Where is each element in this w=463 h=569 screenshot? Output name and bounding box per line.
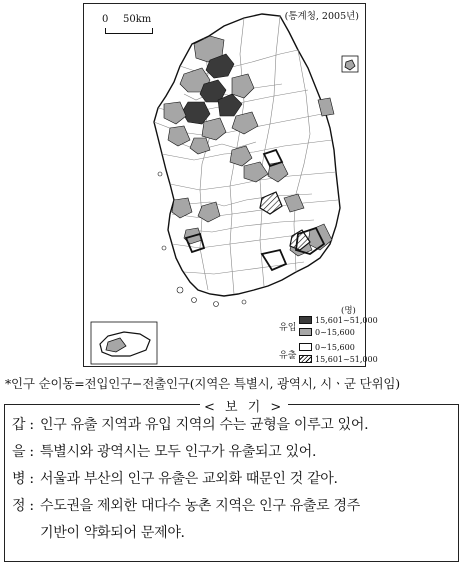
statement-mark: 병 : [12,471,34,487]
legend-row-outflow-low [299,342,355,352]
legend-text-inflow-low: 0~15,600 [315,327,355,337]
legend-inflow-label: 유입 [279,323,297,333]
legend-unit: (명) [341,306,356,316]
statement-text: 특별시와 광역시는 모두 인구가 유출되고 있어. [40,444,317,460]
legend-text-outflow-high: 15,601~51,000 [315,354,378,364]
source-label: (통계청, 2005년) [284,11,359,22]
statement-text: 수도권을 제외한 대다수 농촌 지역은 인구 유출로 경주 [40,498,360,514]
legend-text-inflow-high: 15,601~51,000 [315,315,378,325]
scale-zero-label: 0 [102,14,109,25]
statement-byeong [12,468,338,488]
statement-eul [12,441,316,461]
swatch-inflow-high [299,316,312,324]
footnote: *인구 순이동=전입인구−전출인구(지역은 특별시, 광역시, 시ㆍ군 단위임) [5,376,400,391]
jeju-inset [91,322,157,364]
statement-mark: 갑 : [12,417,34,433]
statement-mark: 을 : [12,444,34,460]
statement-mark: 정 : [12,498,34,514]
statement-jeong [12,495,360,515]
scale-bar [105,28,153,34]
scale-distance-label: 50km [123,14,152,25]
statement-text: 인구 유출 지역과 유입 지역의 수는 균형을 이루고 있어. [40,417,369,433]
ulleungdo-inset [342,56,358,72]
population-migration-map [83,3,378,367]
statement-text: 서울과 부산의 인구 유출은 교외화 때문인 것 같아. [40,471,338,487]
legend-text-outflow-low: 0~15,600 [315,342,355,352]
statement-gap [12,414,368,434]
swatch-outflow-low [299,343,312,351]
legend-row-inflow-high [299,315,378,325]
korea-map-svg [84,4,365,366]
legend-row-outflow-high [299,354,378,364]
swatch-inflow-low [299,328,312,336]
statement-jeong-continued: 기반이 약화되어 문제야. [40,525,185,541]
swatch-outflow-high [299,355,312,363]
options-box-title: < 보 기 > [200,396,288,415]
legend-row-inflow-low [299,327,355,337]
legend-outflow-label: 유출 [279,351,297,361]
